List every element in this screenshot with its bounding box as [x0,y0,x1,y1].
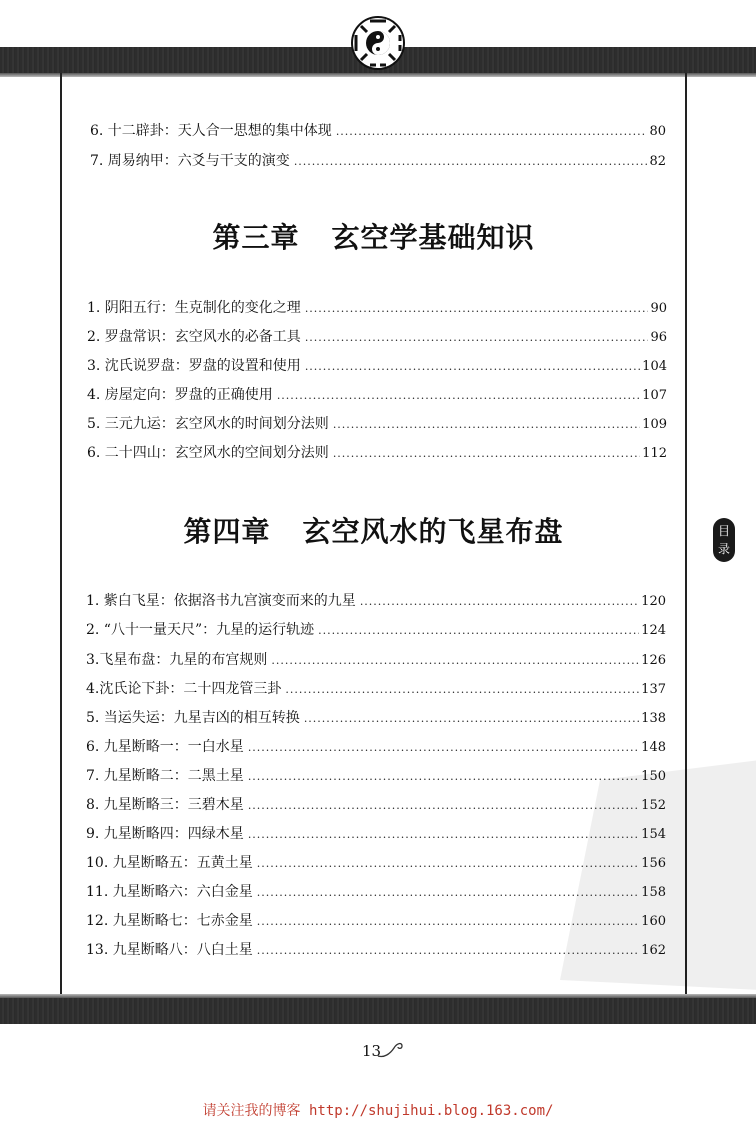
toc-leader-dots [248,741,639,754]
toc-item[interactable] [87,297,667,319]
toc-item-title: 8. 九星断略三：三碧木星 [86,797,244,813]
toc-item[interactable] [86,852,666,874]
toc-item-page: 104 [642,359,667,374]
toc-item-title: 12. 九星断略七：七赤金星 [86,913,253,929]
toc-item-title: 3. 沈氏说罗盘：罗盘的设置和使用 [87,358,301,374]
toc-side-tab [713,518,735,562]
toc-leader-dots [336,125,648,138]
toc-item[interactable] [87,326,667,348]
toc-item-title: 4.沈氏论下卦：二十四龙管三卦 [86,681,282,697]
toc-item[interactable] [87,355,667,377]
toc-item-page: 107 [642,388,667,403]
toc-leader-dots [305,360,640,373]
toc-item[interactable] [86,649,666,671]
toc-item[interactable] [86,794,666,816]
page-number: 13 [362,1042,382,1060]
toc-item-title: 2. 罗盘常识：玄空风水的必备工具 [87,329,301,345]
toc-leader-dots [248,828,639,841]
toc-leader-dots [248,799,639,812]
toc-item[interactable] [86,619,666,641]
toc-leader-dots [271,654,639,667]
toc-item-page: 112 [642,446,667,461]
toc-item-page: 126 [641,653,666,668]
toc-item-page: 124 [641,623,666,638]
toc-item-title: 6. 九星断略一：一白水星 [86,739,244,755]
toc-item-title: 1. 紫白飞星：依据洛书九宫演变而来的九星 [86,593,356,609]
toc-item-page: 80 [649,124,666,139]
toc-item-page: 109 [642,417,667,432]
toc-item-page: 152 [641,798,666,813]
toc-item-title: 2. “八十一量天尺”：九星的运行轨迹 [86,622,315,638]
toc-leader-dots [294,155,648,168]
toc-leader-dots [318,624,639,637]
footer-band [0,998,756,1024]
toc-item-page: 148 [641,740,666,755]
toc-item-title: 1. 阴阳五行：生克制化的变化之理 [87,300,301,316]
toc-item-page: 138 [641,711,666,726]
toc-item[interactable] [86,823,666,845]
toc-item-title: 9. 九星断略四：四绿木星 [86,826,244,842]
toc-item-page: 82 [649,154,666,169]
bagua-taiji-icon [350,15,406,71]
blog-footer-link[interactable]: 请关注我的博客 http://shujihui.blog.163.com/ [202,1103,554,1119]
toc-leader-dots [277,389,640,402]
toc-item-page: 162 [641,943,666,958]
toc-item-title: 3.飞星布盘：九星的布宫规则 [86,652,268,668]
toc-item-title: 5. 当运失运：九星吉凶的相互转换 [86,710,300,726]
side-tab-char: 录 [717,542,730,556]
toc-leader-dots [257,915,639,928]
toc-item[interactable] [86,707,666,729]
chapter-title: 玄空学基础知识 [331,221,535,254]
toc-item[interactable] [86,736,666,758]
toc-item-page: 160 [641,914,666,929]
toc-item-page: 156 [641,856,666,871]
toc-item-title: 7. 周易纳甲：六爻与干支的演变 [90,153,290,169]
toc-item[interactable] [87,413,667,435]
toc-item-page: 150 [641,769,666,784]
toc-leader-dots [304,712,639,725]
toc-item-title: 5. 三元九运：玄空风水的时间划分法则 [87,416,329,432]
toc-item-title: 11. 九星断略六：六白金星 [86,884,253,900]
toc-leader-dots [305,302,649,315]
toc-item[interactable] [86,939,666,961]
toc-item[interactable] [86,678,666,700]
side-tab-char: 目 [717,524,730,538]
toc-leader-dots [257,857,639,870]
toc-item[interactable] [86,881,666,903]
toc-item[interactable] [86,765,666,787]
toc-item[interactable] [86,910,666,932]
toc-leader-dots [257,886,639,899]
toc-item-page: 158 [641,885,666,900]
toc-item-page: 90 [650,301,667,316]
toc-item[interactable] [90,150,666,172]
toc-leader-dots [333,447,640,460]
toc-leader-dots [257,944,639,957]
chapter-heading [60,216,687,256]
chapter-heading [60,510,687,550]
toc-item[interactable] [87,384,667,406]
chapter-number: 第四章 [183,515,271,548]
toc-item-title: 13. 九星断略八：八白土星 [86,942,253,958]
toc-item[interactable] [86,590,666,612]
toc-item-page: 154 [641,827,666,842]
chapter-title: 玄空风水的飞星布盘 [302,515,564,548]
toc-leader-dots [305,331,649,344]
toc-item[interactable] [90,120,666,142]
flourish-icon [376,1040,404,1060]
toc-leader-dots [333,418,640,431]
toc-item-title: 10. 九星断略五：五黄土星 [86,855,253,871]
toc-item-title: 6. 二十四山：玄空风水的空间划分法则 [87,445,329,461]
toc-item-title: 4. 房屋定向：罗盘的正确使用 [87,387,273,403]
toc-leader-dots [360,595,639,608]
toc-item-title: 6. 十二辟卦：天人合一思想的集中体现 [90,123,332,139]
toc-leader-dots [285,683,639,696]
toc-item-page: 120 [641,594,666,609]
toc-item-title: 7. 九星断略二：二黑土星 [86,768,244,784]
toc-item[interactable] [87,442,667,464]
toc-item-page: 137 [641,682,666,697]
toc-item-page: 96 [650,330,667,345]
chapter-number: 第三章 [212,221,300,254]
toc-leader-dots [248,770,639,783]
